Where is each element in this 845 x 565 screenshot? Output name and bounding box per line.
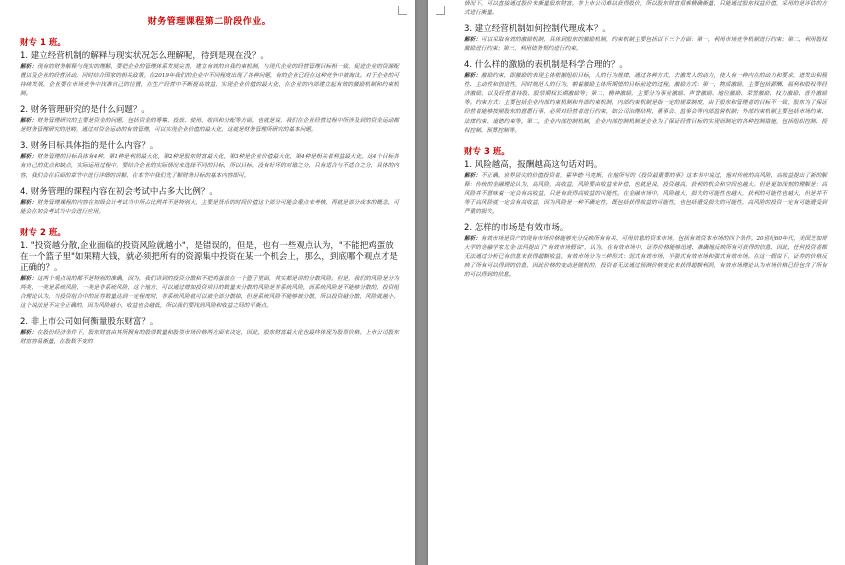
answer-paragraph <box>464 72 827 135</box>
question-heading: 1. "投资越分散,企业面临的投资风险就越小"，是错误的，但是，也有一些观点认为，"不能把鸡蛋放在一个篮子里"如果精大钱，就必须把所有的资源集中投资在某一个机会上，那么，到底哪个观点才是正确的？。 <box>20 240 398 273</box>
page-content <box>20 8 399 353</box>
answer-paragraph <box>464 36 827 54</box>
answer-text: 现有的财务解释与现实的理解，要把企业的管理体系发展完善，建立有效的自我约束机制，与现代企业的经营管理目标相一致，促进企业的资源配置以及企业的经营活动，同时结合国家的相关政策。在2019年我们的企业中不同程度出现了各种问题，有的企业已经在这种竞争中被淘汰。对于企业的可持续发展，企业要在市场竞争中找准自己的位置，在生产经营中不断提高效益，实现企业价值的最大化，在企业的内部建立起有效的激励机制和约束机制。 <box>20 64 399 98</box>
question-heading: 4. 财务管理的课程内容在初会考试中占多大比例？。 <box>20 186 218 197</box>
answer-paragraph <box>20 329 399 347</box>
answer-paragraph <box>20 117 399 135</box>
answer-text: 财务管理的目标具体有4种，第1种是利润最大化，第2种是股东财富最大化，第3种是企业价值最大化，第4种是相关者利益最大化。这4个目标各有自己的优点和缺点，实际运用过程中，要结合企业的实际情况来选择不同的目标，所以目标，没有好坏的对错之分，只有适合与不适合之分，具体的内容，我们会在后面的章节中进行详细的讲解，在本节中我们先了解财务目标的基本内容即可。 <box>20 154 399 179</box>
question-heading: 3. 财务目标具体指的是什么内容？。 <box>20 141 159 152</box>
answer-paragraph <box>464 235 827 280</box>
answer-text: 有效市场是资产的现有市场价格能够充分反映所有有关、可用信息的资本市场，包括有效资本市场的四个条件。20世纪60年代，美国芝加哥大学的金融学家尤金·法玛提出了"有效市场假说"，认为，在有效市场中，证券价格能够迅速、准确地反映所有可获得的信息，因此，任何投资者都无法通过分析已有信息来获得超额收益。有效市场分为三种形式：弱式有效市场、半强式有效市场和强式有效市场。在这一假说下，证券的价格反映了所有可以得到的信息，因此价格的变动是随机的，投资者无法通过预测价格变化来获得超额利润，有效市场理论认为市场价格已经包含了所有的可以得到的信息。 <box>464 235 827 279</box>
answer-text: 财务管理研究的主要是资金的问题，包括资金的筹集、投放、使用、收回和分配等方面，也就是说，我们在企业经营过程中所涉及到的资金运动都是财务管理研究的范畴，通过对资金运动的有效管理，可以实现企业价值的最大化，这就是财务管理所研究的基本问题。 <box>20 118 399 134</box>
answer-prefix: 解析： <box>464 235 481 242</box>
answer-prefix: 解析： <box>20 330 37 337</box>
answer-prefix: 解析： <box>464 73 482 80</box>
answer-text: 可以采取有效的激励机制，具体到股东的激励机制，约束机制主要包括以下三个方面：第一，利用市场竞争机制进行约束；第二，利用股权激励进行约束；第三，利用债务契约进行约束。 <box>464 37 827 53</box>
answer-prefix: 解析： <box>20 275 37 282</box>
section-label-class-3: 财专 3 班。 <box>464 146 510 157</box>
answer-paragraph <box>20 275 399 311</box>
question-heading: 1. 建立经营机制的解释与现实状况怎么理解呢，待到是现在没？。 <box>20 51 269 61</box>
question-heading: 2. 财务管理研究的是什么问题？。 <box>20 105 150 116</box>
answer-paragraph <box>20 63 399 99</box>
question-heading: 1. 风险越高，报酬越高这句话对吗。 <box>464 159 603 170</box>
page-content <box>464 0 827 286</box>
answer-text: 不正确。世界顶尖的价值投资者，霍华德·马克斯，在他所写的《投资最重要的事》这本书中说过，他对传统的高风险，高收益提出了新的解释：传统的金融理论认为，高风险，高收益，风险要由收益来补偿，也就是说，投资越高，获利的机会和空间也越大。但是更加深刻的理解是：高风险并不意味着一定会有高收益，只是有获得高收益的可能性。在金融市场中，风险越大，损失的可能性也越大，获利的可能性也越大，但是并不等于高风险就一定会有高收益，因为风险是一种不确定性，既包括获得收益的可能性，也包括遭受损失的可能性，高风险的投资一定有可能遭受到严重的损失。 <box>464 172 827 215</box>
section-label-class-1: 财专 1 班。 <box>20 38 66 48</box>
section-label-class-2: 财专 2 班。 <box>20 227 66 238</box>
answer-text: 激励约束，即激励的表现主体根据组织目标，人的行为规律，通过各种方式，去激发人的动力，使人有一种内在的动力和要求，迸发出积极性、主动性和创造性，同时规范人的行为，朝着激励主体所期望的目标前进的过程。激励方式：第一，物质激励，主要包括薪酬、福利和股权等经济激励，以及经营者持股、股票期权长期激励等；第二，精神激励，主要分为事业激励、声誉激励、地位激励、荣誉激励、权力激励、晋升激励等。约束方式：主要包括企业内部约束机制和外部约束机制，内部约束机制是指一定的规章制度，由于股东和管理者的目标不一致，股东为了保证经营者能够按照股东的意愿行事，必须对经营者进行约束，如公司治理结构、董事会、监事会等内部监督机制；外部约束机制主要包括市场约束、法律约束、道德约束等。第二，企业内部控制机制，企业内部控制机制是企业为了保证经营目标的实现而制定的各种控制措施，包括组织控制、授权控制、预算控制等。 <box>464 73 827 134</box>
document-title: 财务管理课程第二阶段作业。 <box>147 17 272 27</box>
crop-mark <box>436 6 445 15</box>
answer-prefix: 解析： <box>464 37 482 44</box>
answer-paragraph <box>20 199 399 217</box>
continued-paragraph: 情况下，可以直接通过股价来衡量股东财富。非上市公司难以获得股价，所以股东财富很难精确衡量，只能通过股东权益价值，采用的是评估的方式进行衡量。 <box>464 1 827 17</box>
answer-prefix: 解析： <box>464 172 481 179</box>
question-heading: 2. 非上市公司如何衡量股东财富？。 <box>20 317 159 328</box>
crop-mark <box>398 6 407 15</box>
answer-paragraph <box>20 153 399 180</box>
question-heading: 2. 怎样的市场是有效市场。 <box>464 222 569 233</box>
document-page-left <box>0 0 415 565</box>
answer-prefix: 解析： <box>20 199 37 206</box>
answer-text: 在股份经济条件下，股东财富由其所拥有的股票数量和股票市场价格两方面来决定，因此，股东财富最大化也最终体现为股票价格。上市公司股东财富容易衡量，在股数不变的 <box>20 330 399 346</box>
answer-text: 财务管理课程的内容在初级会计考试当中所占比例并不是特别大，主要是货币的时间价值这个部分可能会重点来考核，再就是部分成本的概念，可能会在初会考试当中会进行应用。 <box>20 199 399 215</box>
answer-prefix: 解析： <box>20 154 38 161</box>
question-heading: 3. 建立经营机制如何控制代理成本？。 <box>464 24 611 35</box>
answer-text: 这两个观点说的都不是特别的准确，因为，我们讲到的投资分散和不把鸡蛋放在一个篮子里面，其实都是讲的分散风险。但是，我们的风险是分为两类，一类是系统风险，一类是非系统风险，这个地方，可以通过增加投资项目的数量来分散的风险是非系统风险，而系统风险是不能够分散的，投资组合理论认为，当投资组合中的证券数量达到一定程度时，非系统风险就可以被全部分散掉，但是系统风险不能够被分散，所以投资越分散，风险就越小，这个说法是不完全正确的，因为风险越小，收益也会越低，所以我们要找到风险和收益之间的平衡点。 <box>20 275 399 309</box>
question-heading: 4. 什么样的激励的表机制是科学合理的？。 <box>464 60 628 71</box>
answer-paragraph <box>464 172 827 217</box>
answer-prefix: 解析： <box>20 64 37 71</box>
answer-prefix: 解析： <box>20 118 37 125</box>
document-page-right <box>428 0 845 565</box>
